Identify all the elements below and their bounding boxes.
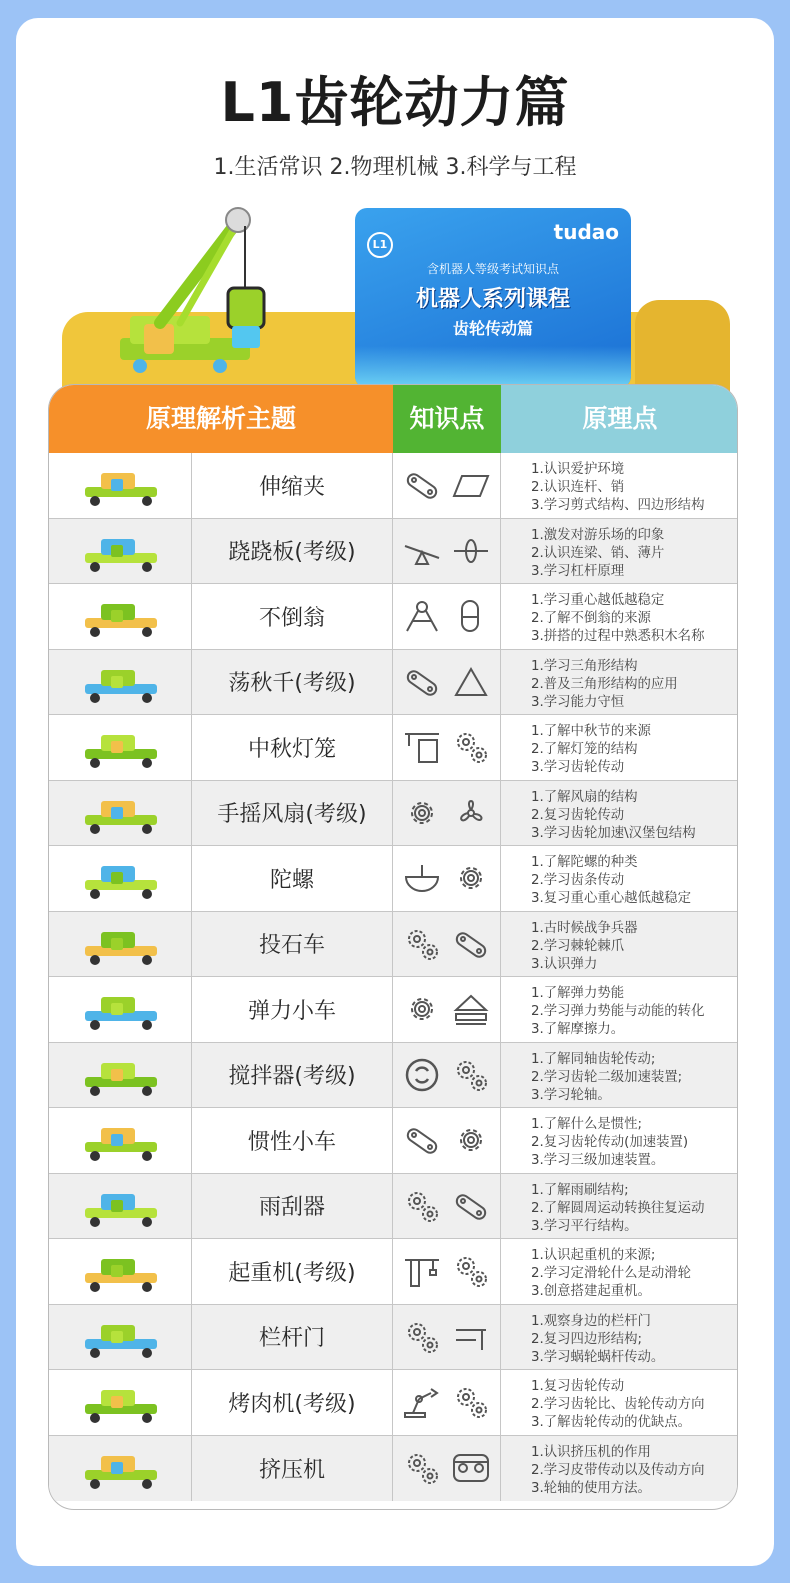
principle-point: 3.学习轮轴。 bbox=[531, 1087, 611, 1103]
gears-icon bbox=[403, 1320, 441, 1354]
principle-point: 2.了解不倒翁的来源 bbox=[531, 611, 651, 626]
model-image bbox=[71, 1380, 171, 1425]
model-cell bbox=[49, 1174, 192, 1239]
model-cell bbox=[49, 1370, 192, 1435]
model-image bbox=[71, 1315, 171, 1360]
topic-name: 弹力小车 bbox=[192, 977, 393, 1042]
principle-point: 1.观察身边的栏杆门 bbox=[531, 1313, 651, 1329]
knowledge-icons bbox=[393, 912, 501, 977]
model-image bbox=[71, 1118, 171, 1163]
principle-point: 1.了解弹力势能 bbox=[531, 986, 625, 1001]
knowledge-icons bbox=[393, 977, 501, 1042]
gears-icon bbox=[403, 1189, 441, 1223]
principle-point: 2.学习皮带传动以及传动方向 bbox=[531, 1462, 705, 1478]
product-box bbox=[355, 208, 631, 388]
principle-point: 3.学习平行结构。 bbox=[531, 1218, 638, 1234]
topic-name: 雨刮器 bbox=[192, 1174, 393, 1239]
product-box-title: 机器人系列课程 bbox=[415, 287, 570, 312]
triangle-icon bbox=[452, 665, 490, 699]
principle-points bbox=[501, 912, 738, 977]
principle-points bbox=[501, 1370, 738, 1435]
table-row bbox=[49, 453, 738, 519]
table-row bbox=[49, 1305, 738, 1371]
table-row bbox=[49, 584, 738, 650]
knowledge-icons bbox=[393, 781, 501, 846]
principle-points bbox=[501, 650, 738, 715]
rod-icon bbox=[403, 468, 441, 502]
knowledge-icons bbox=[393, 650, 501, 715]
topic-name: 手摇风扇(考级) bbox=[192, 781, 393, 846]
page-title: L1齿轮动力篇 bbox=[220, 71, 570, 134]
knowledge-icons bbox=[393, 1305, 501, 1370]
table-header bbox=[49, 385, 738, 453]
principle-point: 3.认识弹力 bbox=[531, 956, 598, 972]
mixer-icon bbox=[403, 1058, 441, 1092]
principle-point: 1.认识挤压机的作用 bbox=[531, 1444, 651, 1460]
knowledge-icons bbox=[393, 1043, 501, 1108]
topic-name: 烤肉机(考级) bbox=[192, 1370, 393, 1435]
principle-point: 3.学习能力守恒 bbox=[531, 694, 625, 710]
model-cell bbox=[49, 715, 192, 780]
model-cell bbox=[49, 1305, 192, 1370]
capsule-icon bbox=[452, 599, 490, 633]
topic-name: 中秋灯笼 bbox=[192, 715, 393, 780]
principle-point: 2.学习齿条传动 bbox=[531, 873, 625, 888]
topic-name: 不倒翁 bbox=[192, 584, 393, 649]
topic-name: 搅拌器(考级) bbox=[192, 1043, 393, 1108]
pin-icon bbox=[452, 534, 490, 568]
header-principle: 原理点 bbox=[501, 385, 738, 453]
knowledge-icons bbox=[393, 715, 501, 780]
model-cell bbox=[49, 1436, 192, 1502]
principle-point: 1.了解雨刷结构; bbox=[531, 1182, 629, 1198]
course-table bbox=[48, 384, 738, 1510]
lantern-icon bbox=[403, 730, 441, 764]
gear-icon bbox=[452, 861, 490, 895]
principle-point: 3.创意搭建起重机。 bbox=[531, 1284, 651, 1299]
principle-points bbox=[501, 781, 738, 846]
gear-icon bbox=[403, 796, 441, 830]
table-row bbox=[49, 1174, 738, 1240]
knowledge-icons bbox=[393, 519, 501, 584]
principle-points bbox=[501, 1239, 738, 1304]
principle-point: 3.学习齿轮加速\汉堡包结构 bbox=[531, 825, 696, 841]
principle-point: 1.了解什么是惯性; bbox=[531, 1117, 643, 1132]
table-row bbox=[49, 1370, 738, 1436]
model-cell bbox=[49, 584, 192, 649]
principle-points bbox=[501, 1305, 738, 1370]
model-image bbox=[71, 1249, 171, 1294]
table-row bbox=[49, 519, 738, 585]
model-cell bbox=[49, 650, 192, 715]
model-cell bbox=[49, 1239, 192, 1304]
model-image bbox=[71, 1053, 171, 1098]
principle-point: 1.了解中秋节的来源 bbox=[531, 724, 651, 739]
gears-icon bbox=[452, 1385, 490, 1419]
topic-name: 伸缩夹 bbox=[192, 453, 393, 518]
topic-name: 起重机(考级) bbox=[192, 1239, 393, 1304]
model-image bbox=[71, 1184, 171, 1229]
topic-name: 跷跷板(考级) bbox=[192, 519, 393, 584]
principle-points bbox=[501, 1436, 738, 1502]
rod-icon bbox=[452, 927, 490, 961]
gear-icon bbox=[452, 1123, 490, 1157]
principle-points bbox=[501, 715, 738, 780]
principle-point: 3.轮轴的使用方法。 bbox=[531, 1480, 651, 1496]
topic-name: 投石车 bbox=[192, 912, 393, 977]
knowledge-icons bbox=[393, 1239, 501, 1304]
knowledge-icons bbox=[393, 1108, 501, 1173]
model-cell bbox=[49, 781, 192, 846]
rod-icon bbox=[403, 665, 441, 699]
principle-points bbox=[501, 453, 738, 518]
principle-point: 3.学习剪式结构、四边形结构 bbox=[531, 498, 705, 513]
principle-points bbox=[501, 977, 738, 1042]
principle-point: 2.学习定滑轮什么是动滑轮 bbox=[531, 1266, 692, 1281]
principle-point: 1.认识爱护环境 bbox=[531, 462, 625, 477]
topic-name: 荡秋千(考级) bbox=[192, 650, 393, 715]
model-image bbox=[71, 987, 171, 1032]
product-level-tag: L1 bbox=[367, 232, 393, 258]
model-cell bbox=[49, 977, 192, 1042]
principle-point: 2.学习齿轮比、齿轮传动方向 bbox=[531, 1397, 705, 1412]
principle-point: 3.学习齿轮传动 bbox=[531, 760, 625, 775]
principle-point: 2.学习棘轮棘爪 bbox=[531, 938, 625, 954]
product-brand-logo: tudao bbox=[553, 220, 619, 244]
principle-point: 2.认识连梁、销、薄片 bbox=[531, 545, 665, 561]
header-topic: 原理解析主题 bbox=[49, 385, 393, 453]
bowl-icon bbox=[403, 861, 441, 895]
table-row bbox=[49, 715, 738, 781]
model-image bbox=[71, 594, 171, 639]
model-cell bbox=[49, 519, 192, 584]
principle-point: 3.学习三级加速装置。 bbox=[531, 1153, 665, 1168]
principle-point: 3.学习杠杆原理 bbox=[531, 563, 625, 579]
table-row bbox=[49, 912, 738, 978]
table-row bbox=[49, 1043, 738, 1109]
model-image bbox=[71, 529, 171, 574]
model-cell bbox=[49, 1043, 192, 1108]
table-row bbox=[49, 1239, 738, 1305]
model-image bbox=[71, 856, 171, 901]
model-image bbox=[71, 660, 171, 705]
knowledge-icons bbox=[393, 1436, 501, 1502]
principle-point: 3.复习重心重心越低越稳定 bbox=[531, 891, 692, 906]
principle-point: 2.复习齿轮传动 bbox=[531, 807, 625, 823]
principle-point: 1.了解同轴齿轮传动; bbox=[531, 1051, 656, 1067]
knowledge-icons bbox=[393, 453, 501, 518]
principle-points bbox=[501, 519, 738, 584]
principle-point: 2.了解圆周运动转换往复运动 bbox=[531, 1200, 705, 1216]
model-image bbox=[71, 725, 171, 770]
principle-point: 1.学习重心越低越稳定 bbox=[531, 593, 665, 608]
topic-name: 挤压机 bbox=[192, 1436, 393, 1502]
principle-point: 2.复习四边形结构; bbox=[531, 1331, 643, 1347]
table-row bbox=[49, 977, 738, 1043]
principle-point: 2.学习齿轮二级加速装置; bbox=[531, 1069, 683, 1085]
principle-points bbox=[501, 1108, 738, 1173]
gears-icon bbox=[403, 927, 441, 961]
table-body bbox=[49, 453, 738, 1501]
model-cell bbox=[49, 912, 192, 977]
principle-points bbox=[501, 1174, 738, 1239]
knowledge-icons bbox=[393, 584, 501, 649]
table-row bbox=[49, 1108, 738, 1174]
principle-point: 2.普及三角形结构的应用 bbox=[531, 676, 678, 692]
principle-point: 1.了解陀螺的种类 bbox=[531, 855, 638, 870]
topic-name: 栏杆门 bbox=[192, 1305, 393, 1370]
product-box-models bbox=[355, 346, 631, 388]
principle-point: 1.认识起重机的来源; bbox=[531, 1248, 656, 1263]
belt-icon bbox=[452, 1451, 490, 1485]
seesaw-icon bbox=[403, 534, 441, 568]
model-image bbox=[71, 1446, 171, 1491]
principle-point: 2.复习齿轮传动(加速装置) bbox=[531, 1135, 689, 1150]
model-image bbox=[71, 791, 171, 836]
stand-icon bbox=[403, 599, 441, 633]
topic-name: 陀螺 bbox=[192, 846, 393, 911]
principle-point: 1.激发对游乐场的印象 bbox=[531, 527, 665, 543]
model-cell bbox=[49, 846, 192, 911]
rod-icon bbox=[403, 1123, 441, 1157]
product-box-line1: 含机器人等级考试知识点 bbox=[426, 262, 559, 276]
gears-icon bbox=[452, 1254, 490, 1288]
gear-icon bbox=[403, 992, 441, 1026]
principle-point: 1.古时候战争兵器 bbox=[531, 920, 638, 936]
crane-icon bbox=[403, 1254, 441, 1288]
principle-points bbox=[501, 1043, 738, 1108]
product-box-subtitle: 齿轮传动篇 bbox=[452, 319, 533, 338]
principle-point: 1.了解风扇的结构 bbox=[531, 789, 638, 805]
topic-name: 惯性小车 bbox=[192, 1108, 393, 1173]
parallelogram-icon bbox=[452, 468, 490, 502]
principle-point: 3.拼搭的过程中熟悉积木名称 bbox=[531, 629, 705, 644]
principle-point: 2.学习弹力势能与动能的转化 bbox=[531, 1004, 705, 1019]
table-row bbox=[49, 846, 738, 912]
principle-point: 3.了解齿轮传动的优缺点。 bbox=[531, 1415, 692, 1430]
model-cell bbox=[49, 453, 192, 518]
fan-icon bbox=[452, 796, 490, 830]
principle-point: 2.了解灯笼的结构 bbox=[531, 742, 638, 757]
model-image bbox=[71, 463, 171, 508]
model-image bbox=[71, 922, 171, 967]
knowledge-icons bbox=[393, 1370, 501, 1435]
barrier-icon bbox=[452, 1320, 490, 1354]
knowledge-icons bbox=[393, 1174, 501, 1239]
eject-icon bbox=[452, 992, 490, 1026]
header-knowledge: 知识点 bbox=[393, 385, 501, 453]
page-subtitle: 1.生活常识 2.物理机械 3.科学与工程 bbox=[213, 155, 577, 180]
rod-icon bbox=[452, 1189, 490, 1223]
table-row bbox=[49, 650, 738, 716]
table-row bbox=[49, 781, 738, 847]
gears-icon bbox=[452, 730, 490, 764]
table-row bbox=[49, 1436, 738, 1502]
principle-point: 2.认识连杆、销 bbox=[531, 480, 625, 495]
gears-icon bbox=[452, 1058, 490, 1092]
principle-point: 3.学习蜗轮蜗杆传动。 bbox=[531, 1349, 665, 1365]
robot-arm-icon bbox=[403, 1385, 441, 1419]
principle-points bbox=[501, 584, 738, 649]
principle-point: 1.学习三角形结构 bbox=[531, 658, 638, 674]
principle-point: 3.了解摩擦力。 bbox=[531, 1022, 625, 1037]
knowledge-icons bbox=[393, 846, 501, 911]
principle-points bbox=[501, 846, 738, 911]
crane-model-image bbox=[100, 198, 270, 388]
gears-icon bbox=[403, 1451, 441, 1485]
model-cell bbox=[49, 1108, 192, 1173]
principle-point: 1.复习齿轮传动 bbox=[531, 1379, 625, 1394]
